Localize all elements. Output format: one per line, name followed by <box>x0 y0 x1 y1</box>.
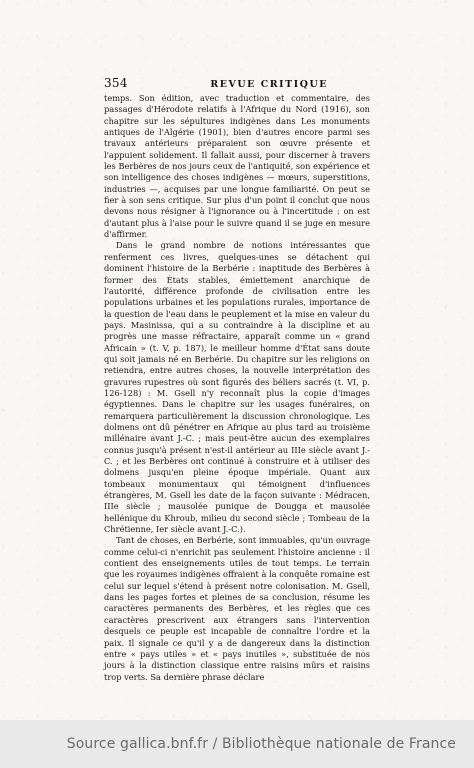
source-footer <box>0 720 474 768</box>
body-text <box>104 93 370 682</box>
page-header <box>104 76 370 92</box>
source-text: Source gallica.bnf.fr / Bibliothèque nationale de France <box>66 736 456 752</box>
paragraph-1: temps. Son édition, avec traduction et commentaire, des passages d'Hérodote relatifs à l'Afrique du Nord (1916), son chapitre sur les sépultures indigènes dans Les monuments antiques de l'Algérie (1901), bien d'autres encore parmi ses travaux antérieurs préparaient son œuvre présente et l'appuient solidement. Il fallait aussi, pour discerner à travers les Berbères de nos jours ceux de l'antiquité, son expérience et son intelligence des choses indigènes — mœurs, superstitions, industries —, acquises par une longue familiarité. On peut se fier à son sens critique. Sur plus d'un point il conclut que nous devons nous résigner à l'ignorance ou à l'incertitude : on est d'autant plus à l'aise pour le suivre quand il se juge en mesure d'affirmer. <box>104 93 370 240</box>
paragraph-2: Dans le grand nombre de notions intéressantes que renferment ces livres, quelques-unes se détachent qui dominent l'histoire de la Berbérie : inaptitude des Berbères à former des États stables, émiettement anarchique de l'autorité, différence profonde de civilisation entre les populations urbaines et les populations rurales, importance de la question de l'eau dans le peuplement et la mise en valeur du pays. Masinissa, qui a su contraindre à la discipline et au progrès une masse réfractaire, apparaît comme un « grand Africain » (t. V, p. 187), le meilleur homme d'État sans doute qui soit jamais né en Berbérie. Du chapitre sur les religions on retiendra, entre autres choses, la nouvelle interprétation des gravures rupestres où sont figurés des béliers sacrés (t. VI, p. 126-128) : M. Gsell n'y reconnaît plus la copie d'images égyptiennes. Dans le chapitre sur les usages funéraires, on remarquera particulièrement la discussion chronologique. Les dolmens ont dû pénétrer en Afrique au plus tard au troisième millénaire avant J.-C. ; mais peut-être aucun des exemplaires connus jusqu'à présent n'est-il antérieur au IIIe siècle avant J.-C. ; et les Berbères ont continué à construire et à utiliser des dolmens jusqu'en pleine époque impériale. Quant aux tombeaux monumentaux qui témoignent d'influences étrangères, M. Gsell les date de la façon suivante : Médracen, IIIe siècle ; mausolée punique de Dougga et mausolée hellénique du Khroub, milieu du second siècle ; Tombeau de la Chrétienne, Ier siècle avant J.-C.). <box>104 240 370 535</box>
page-number: 354 <box>104 76 128 90</box>
paragraph-3: Tant de choses, en Berbérie, sont immuables, qu'un ouvrage comme celui-ci n'enrichit pas seulement l'histoire ancienne : il contient des enseignements utiles de tout temps. Le terrain que les royaumes indigènes offraient à la conquête romaine est celui sur lequel s'étend à présent notre colonisation. M. Gsell, dans les pages fortes et pleines de sa conclusion, résume les caractères permanents des Berbères, et les règles que ces caractères prescrivent aux étrangers sans l'intervention desquels ce peuple est incapable de connaître l'ordre et la paix. Il signale ce qu'il y a de dangereux dans la distinction entre « pays utiles » et « pays inutiles », substituée de nos jours à la distinction classique entre raisins mûrs et raisins trop verts. Sa dernière phrase déclare <box>104 535 370 682</box>
running-head: REVUE CRITIQUE <box>210 79 328 90</box>
